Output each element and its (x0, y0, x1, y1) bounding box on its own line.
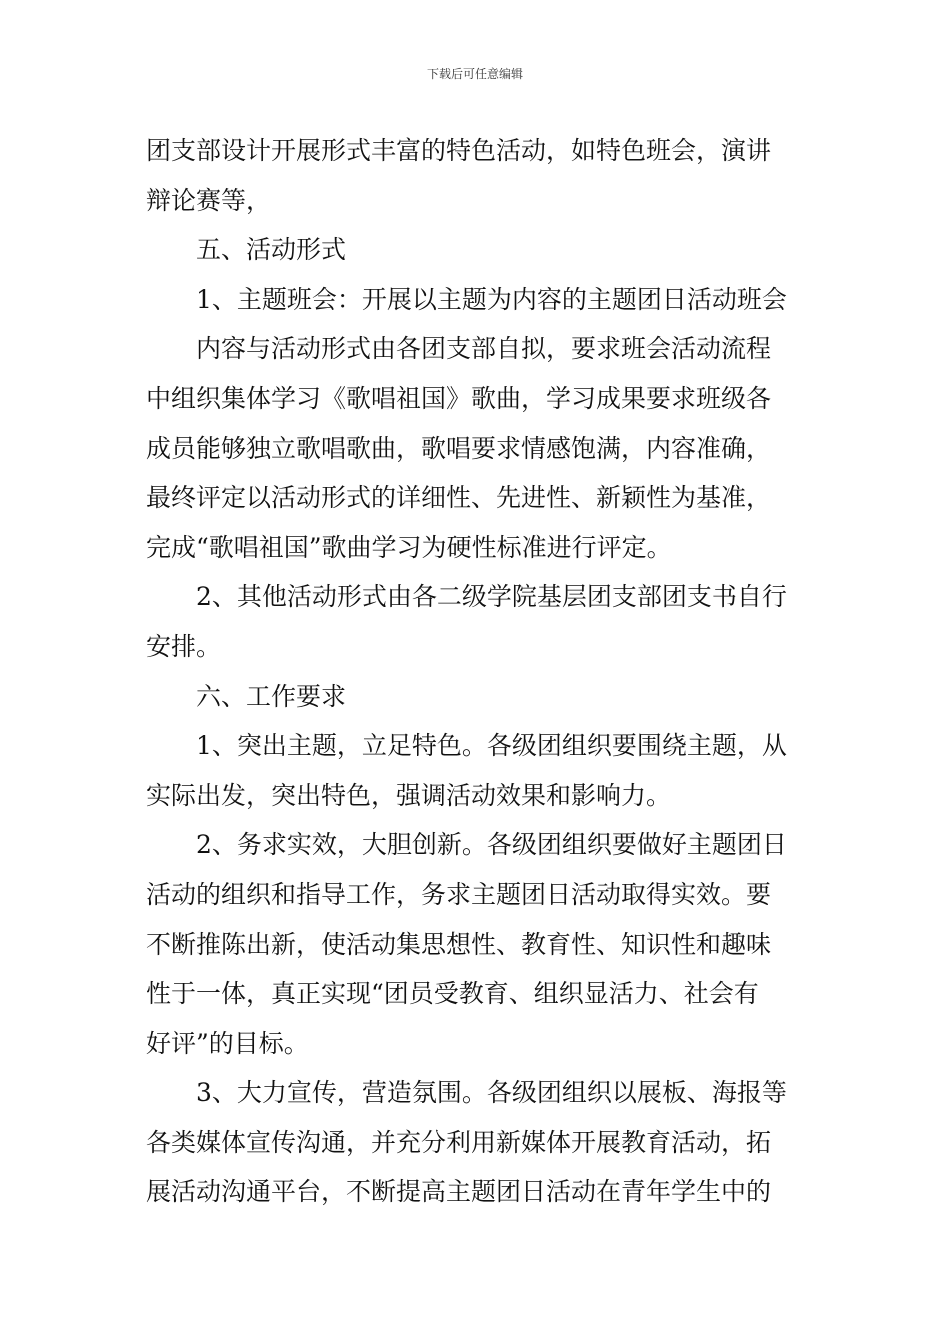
text-line: 展活动沟通平台，不断提高主题团日活动在青年学生中的 (146, 1177, 772, 1207)
text-line: 中组织集体学习《歌唱祖国》歌曲，学习成果要求班级各 (146, 383, 772, 413)
section-heading: 五、活动形式 (196, 235, 347, 265)
text-line: 性于一体，真正实现“团员受教育、组织显活力、社会有 (146, 979, 759, 1009)
document-body (146, 126, 814, 1217)
section-heading: 六、工作要求 (196, 681, 347, 711)
text-line: 团支部设计开展形式丰富的特色活动，如特色班会，演讲 (146, 136, 772, 165)
text-line: 实际出发，突出特色，强调活动效果和影响力。 (146, 780, 672, 810)
text-line: 辩论赛等， (146, 185, 272, 215)
text-line: 活动的组织和指导工作，务求主题团日活动取得实效。要 (146, 879, 772, 909)
text-line: 内容与活动形式由各团支部自拟，要求班会活动流程 (196, 334, 772, 364)
text-line: 安排。 (146, 631, 222, 661)
text-line: 2、务求实效，大胆创新。各级团组织要做好主题团日 (196, 830, 787, 860)
text-line: 3、大力宣传，营造氛围。各级团组织以展板、海报等 (196, 1078, 787, 1108)
text-line: 成员能够独立歌唱歌曲，歌唱要求情感饱满，内容准确， (146, 433, 772, 463)
text-line: 2、其他活动形式由各二级学院基层团支部团支书自行 (196, 582, 787, 612)
text-line: 不断推陈出新，使活动集思想性、教育性、知识性和趣味 (146, 929, 772, 959)
text-line: 好评”的目标。 (146, 1028, 309, 1058)
page-header: 下载后可任意编辑 (426, 67, 523, 81)
text-line: 1、主题班会：开展以主题为内容的主题团日活动班会 (196, 284, 787, 314)
text-line: 1、突出主题，立足特色。各级团组织要围绕主题，从 (196, 731, 787, 761)
text-line: 各类媒体宣传沟通，并充分利用新媒体开展教育活动，拓 (146, 1127, 772, 1157)
text-line: 完成“歌唱祖国”歌曲学习为硬性标准进行评定。 (146, 532, 672, 562)
text-line: 最终评定以活动形式的详细性、先进性、新颖性为基准， (146, 483, 772, 513)
